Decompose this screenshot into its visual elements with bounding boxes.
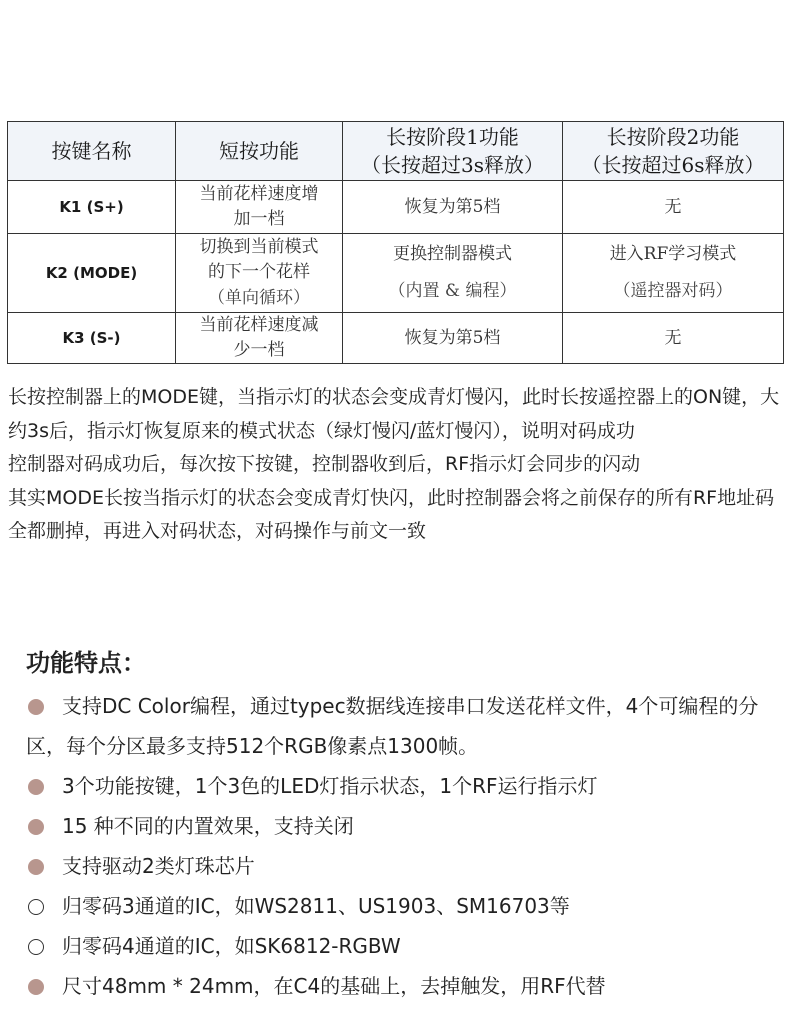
long-press-stage1-cell: 恢复为第5档 — [343, 181, 563, 234]
feature-text: 支持驱动2类灯珠芯片 — [62, 854, 255, 878]
list-item — [26, 926, 778, 966]
bullet-ring-icon — [28, 939, 44, 955]
header-long-press-stage2-title: 长按阶段2功能 — [606, 125, 740, 149]
key-name-cell: K3 (S-) — [8, 313, 176, 364]
bullet-ring-icon — [28, 899, 44, 915]
table-row — [8, 234, 784, 313]
list-item — [26, 806, 778, 846]
short-press-cell: 切换到当前模式 的下一个花样 （单向循环） — [176, 234, 343, 313]
feature-text: 15 种不同的内置效果，支持关闭 — [62, 814, 354, 838]
header-short-press: 短按功能 — [176, 122, 343, 181]
note-paragraph: 其实MODE长按当指示灯的状态会变成青灯快闪，此时控制器会将之前保存的所有RF地址码全都删掉，再进入对码状态，对码操作与前文一致 — [8, 486, 775, 542]
feature-text: 归零码3通道的IC，如WS2811、US1903、SM16703等 — [62, 894, 570, 918]
header-long-press-stage2 — [563, 122, 784, 181]
long-press-stage1-cell: 恢复为第5档 — [343, 313, 563, 364]
header-long-press-stage1 — [343, 122, 563, 181]
note-paragraph: 控制器对码成功后，每次按下按键，控制器收到后，RF指示灯会同步的闪动 — [8, 453, 641, 475]
list-item — [26, 886, 778, 926]
bullet-dot-icon — [28, 819, 44, 835]
header-long-press-stage2-note: （长按超过6s释放） — [581, 153, 765, 177]
long-press-stage1-cell: 更换控制器模式 （内置 & 编程） — [343, 234, 563, 313]
bullet-dot-icon — [28, 859, 44, 875]
feature-text: 3个功能按键，1个3色的LED灯指示状态，1个RF运行指示灯 — [62, 774, 598, 798]
feature-text: 支持DC Color编程，通过typec数据线连接串口发送花样文件，4个可编程的分区，每个分区最多支持512个RGB像素点1300帧。 — [26, 694, 759, 758]
features-list — [26, 686, 778, 1006]
short-press-cell: 当前花样速度减 少一档 — [176, 313, 343, 364]
table-row — [8, 181, 784, 234]
table-row — [8, 313, 784, 364]
header-long-press-stage1-title: 长按阶段1功能 — [386, 125, 519, 149]
list-item — [26, 846, 778, 886]
list-item — [26, 686, 778, 766]
list-item — [26, 966, 778, 1006]
feature-text: 归零码4通道的IC，如SK6812-RGBW — [62, 934, 401, 958]
bullet-dot-icon — [28, 779, 44, 795]
key-name-cell: K2 (MODE) — [8, 234, 176, 313]
key-name-cell: K1 (S+) — [8, 181, 176, 234]
short-press-cell: 当前花样速度增 加一档 — [176, 181, 343, 234]
key-function-table — [7, 121, 784, 364]
header-key-name: 按键名称 — [8, 122, 176, 181]
bullet-dot-icon — [28, 699, 44, 715]
features-title: 功能特点： — [26, 649, 146, 677]
pairing-notes — [8, 381, 783, 549]
bullet-dot-icon — [28, 979, 44, 995]
feature-text: 尺寸48mm * 24mm，在C4的基础上，去掉触发，用RF代替 — [62, 974, 606, 998]
header-long-press-stage1-note: （长按超过3s释放） — [361, 153, 544, 177]
long-press-stage2-cell: 无 — [563, 313, 784, 364]
long-press-stage2-cell: 进入RF学习模式 （遥控器对码） — [563, 234, 784, 313]
note-paragraph: 长按控制器上的MODE键，当指示灯的状态会变成青灯慢闪，此时长按遥控器上的ON键，大约3s后，指示灯恢复原来的模式状态（绿灯慢闪/蓝灯慢闪），说明对码成功 — [8, 386, 780, 442]
table-header-row — [8, 122, 784, 181]
list-item — [26, 766, 778, 806]
long-press-stage2-cell: 无 — [563, 181, 784, 234]
